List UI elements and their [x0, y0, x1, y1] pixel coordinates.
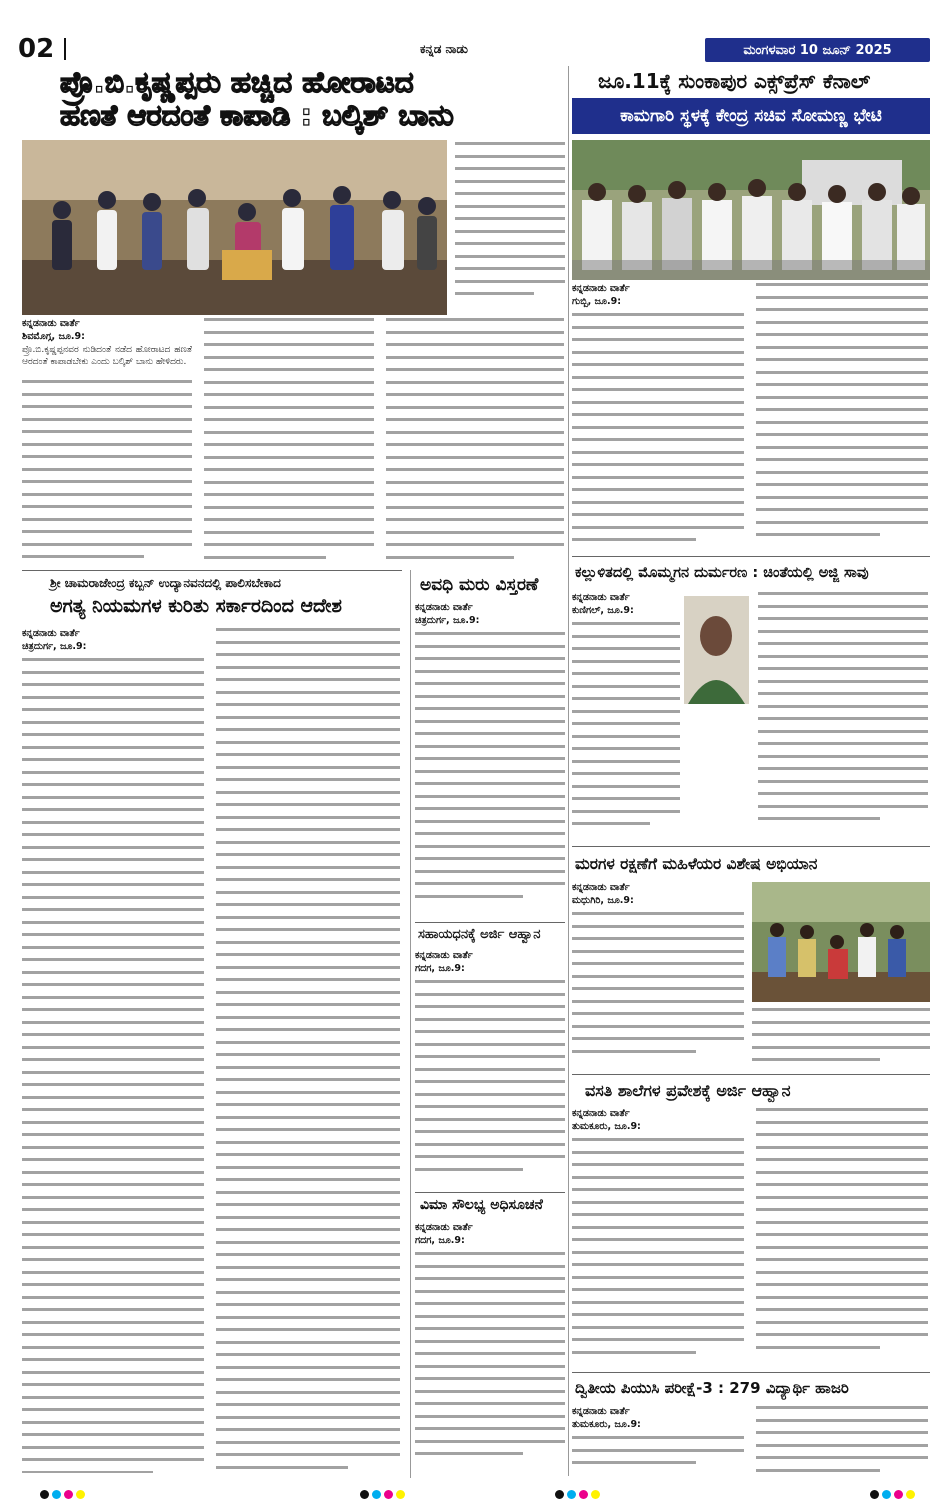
article1-location: ಶಿವಮೊಗ್ಗ, ಜೂ.9:: [22, 330, 85, 342]
article1-body: [22, 318, 565, 568]
article2-col2-text: [756, 283, 928, 549]
article2-location: ಗುಬ್ಬಿ, ಜೂ.9:: [572, 295, 622, 307]
article4-dateline: ಕನ್ನಡನಾಡು ವಾರ್ತೆ: [415, 602, 473, 613]
page-number-divider: [64, 38, 66, 60]
article3-body: [22, 628, 402, 1478]
article8-col2-text: [756, 1108, 928, 1368]
rule-article9: [415, 1192, 565, 1193]
article5-col1-text: [572, 622, 680, 838]
article10-dateline: ಕನ್ನಡನಾಡು ವಾರ್ತೆ: [572, 1406, 630, 1417]
rule-article7: [415, 922, 565, 923]
article6-dateline: ಕನ್ನಡನಾಡು ವಾರ್ತೆ: [572, 882, 630, 893]
article1-dateline: ಕನ್ನಡನಾಡು ವಾರ್ತೆ: [22, 318, 80, 329]
article10-location: ತುಮಕೂರು, ಜೂ.9:: [572, 1418, 641, 1430]
article8-body: [572, 1108, 930, 1370]
article6-photo: [752, 882, 930, 1002]
rule-article10: [572, 1372, 930, 1373]
article2-body: [572, 283, 930, 553]
article9-location: ಗದಗ, ಜೂ.9:: [415, 1234, 465, 1246]
rule-article8: [572, 1074, 930, 1075]
article5-portrait: [684, 596, 749, 704]
rule-article5: [572, 556, 930, 557]
date-banner: [705, 38, 930, 62]
column-rule-main: [568, 66, 569, 1476]
page-number: 02: [18, 34, 55, 64]
article4-body: [415, 602, 565, 917]
article1-col1-text: [22, 380, 192, 566]
article7-text: [415, 980, 565, 1188]
article5-dateline: ಕನ್ನಡನಾಡು ವಾರ್ತೆ: [572, 592, 630, 603]
article9-headline: ವಿಮಾ ಸೌಲಭ್ಯ ಅಧಿಸೂಚನೆ: [420, 1197, 543, 1213]
article6-body: [572, 882, 930, 1072]
date-text: ಮಂಗಳವಾರ 10 ಜೂನ್ 2025: [743, 42, 892, 58]
rule-article6: [572, 846, 930, 847]
article1-lead: ಪ್ರೊ.ಬಿ.ಕೃಷ್ಣಪ್ಪನವರ ನುಡಿದಂತೆ ನಡೆದ ಹೋರಾಟದ ಹಣತೆ ಆರದಂತೆ ಕಾಪಾಡಬೇಕು ಎಂದು ಬಲ್ಕಿಶ್ ಬಾನು ಹೇಳಿದರು.: [22, 344, 192, 368]
article4-text: [415, 632, 565, 914]
article3-location: ಚಿತ್ರದುರ್ಗ, ಜೂ.9:: [22, 640, 87, 652]
article8-col1-text: [572, 1138, 744, 1368]
article6-location: ಮಧುಗಿರಿ, ಜೂ.9:: [572, 894, 634, 906]
article7-location: ಗದಗ, ಜೂ.9:: [415, 962, 465, 974]
article7-headline: ಸಹಾಯಧನಕ್ಕೆ ಅರ್ಜಿ ಆಹ್ವಾನ: [418, 927, 541, 942]
article3-dateline: ಕನ್ನಡನಾಡು ವಾರ್ತೆ: [22, 628, 80, 639]
article10-headline: ದ್ವಿತೀಯ ಪಿಯುಸಿ ಪರೀಕ್ಷೆ-3 : 279 ವಿದ್ಯಾರ್ಥಿ ಹಾಜರಿ: [575, 1379, 849, 1397]
article7-dateline: ಕನ್ನಡನಾಡು ವಾರ್ತೆ: [415, 950, 473, 961]
registration-marks-center-right: [555, 1490, 600, 1499]
article9-body: [415, 1222, 565, 1477]
article7-body: [415, 950, 565, 1190]
article9-dateline: ಕನ್ನಡನಾಡು ವಾರ್ತೆ: [415, 1222, 473, 1233]
column-rule-mid: [410, 570, 411, 1478]
article10-col1-text: [572, 1436, 744, 1478]
registration-marks-right: [870, 1490, 915, 1499]
article9-text: [415, 1252, 565, 1474]
article8-dateline: ಕನ್ನಡನಾಡು ವಾರ್ತೆ: [572, 1108, 630, 1119]
article2-dateline: ಕನ್ನಡನಾಡು ವಾರ್ತೆ: [572, 283, 630, 294]
article3-headline: ಅಗತ್ಯ ನಿಯಮಗಳ ಕುರಿತು ಸರ್ಕಾರದಿಂದ ಆದೇಶ: [50, 595, 342, 617]
article5-headline: ಕಲ್ಲುಳಿತದಲ್ಲಿ ಮೊಮ್ಮಗನ ದುರ್ಮರಣ : ಚಿಂತೆಯಲ್ಲಿ ಅಜ್ಜಿ ಸಾವು: [575, 565, 869, 581]
article4-headline: ಅವಧಿ ಮರು ವಿಸ್ತರಣೆ: [420, 575, 539, 595]
article10-col2-text: [756, 1406, 928, 1478]
article1-headline-line2: ಹಣತೆ ಆರದಂತೆ ಕಾಪಾಡಿ : ಬಲ್ಕಿಶ್ ಬಾನು: [60, 98, 454, 133]
article8-location: ತುಮಕೂರು, ಜೂ.9:: [572, 1120, 641, 1132]
article6-col1-text: [572, 912, 744, 1070]
article1-col3-text: [386, 318, 564, 566]
article5-body: [572, 592, 930, 842]
article10-body: [572, 1406, 930, 1480]
article5-col2-text: [758, 592, 928, 838]
article3-col2-text: [216, 628, 400, 1473]
article5-location: ಕುಣಿಗಲ್, ಜೂ.9:: [572, 604, 634, 616]
article2-col1-text: [572, 313, 744, 549]
registration-marks-center-left: [360, 1490, 405, 1499]
article1-headline-line1: ಪ್ರೊ.ಬಿ.ಕೃಷ್ಣಪ್ಪರು ಹಚ್ಚಿದ ಹೋರಾಟದ: [60, 65, 414, 99]
article4-location: ಚಿತ್ರದುರ್ಗ, ಜೂ.9:: [415, 614, 480, 626]
article6-col2-text: [752, 1008, 930, 1070]
article2-photo: [572, 140, 930, 280]
article2-headline-line1: ಜೂ.11ಕ್ಕೆ ಸುಂಕಾಪುರ ಎಕ್ಸ್‌ಪ್ರೆಸ್ ಕೆನಾಲ್: [598, 69, 871, 93]
article3-col1-text: [22, 658, 204, 1473]
article2-headline-banner: [572, 98, 930, 134]
article1-photo: [22, 140, 447, 315]
rule-article3: [22, 570, 402, 571]
article1-headline: [60, 66, 560, 133]
article6-headline: ಮರಗಳ ರಕ್ಷಣೆಗೆ ಮಹಿಳೆಯರ ವಿಶೇಷ ಅಭಿಯಾನ: [575, 855, 818, 873]
article2-headline-line2: ಕಾಮಗಾರಿ ಸ್ಥಳಕ್ಕೆ ಕೇಂದ್ರ ಸಚಿವ ಸೋಮಣ್ಣ ಭೇಟಿ: [620, 106, 882, 126]
article1-col2-text: [204, 318, 374, 566]
masthead: ಕನ್ನಡ ನಾಡು: [420, 42, 468, 56]
article8-headline: ವಸತಿ ಶಾಲೆಗಳ ಪ್ರವೇಶಕ್ಕೆ ಅರ್ಜಿ ಆಹ್ವಾನ: [585, 1081, 791, 1100]
article3-kicker: ಶ್ರೀ ಚಾಮರಾಜೇಂದ್ರ ಕಬ್ಬನ್ ಉದ್ಯಾನವನದಲ್ಲಿ ಪಾಲಿಸಬೇಕಾದ: [50, 576, 281, 590]
article1-side-text: [455, 142, 565, 312]
registration-marks-left: [40, 1490, 85, 1499]
